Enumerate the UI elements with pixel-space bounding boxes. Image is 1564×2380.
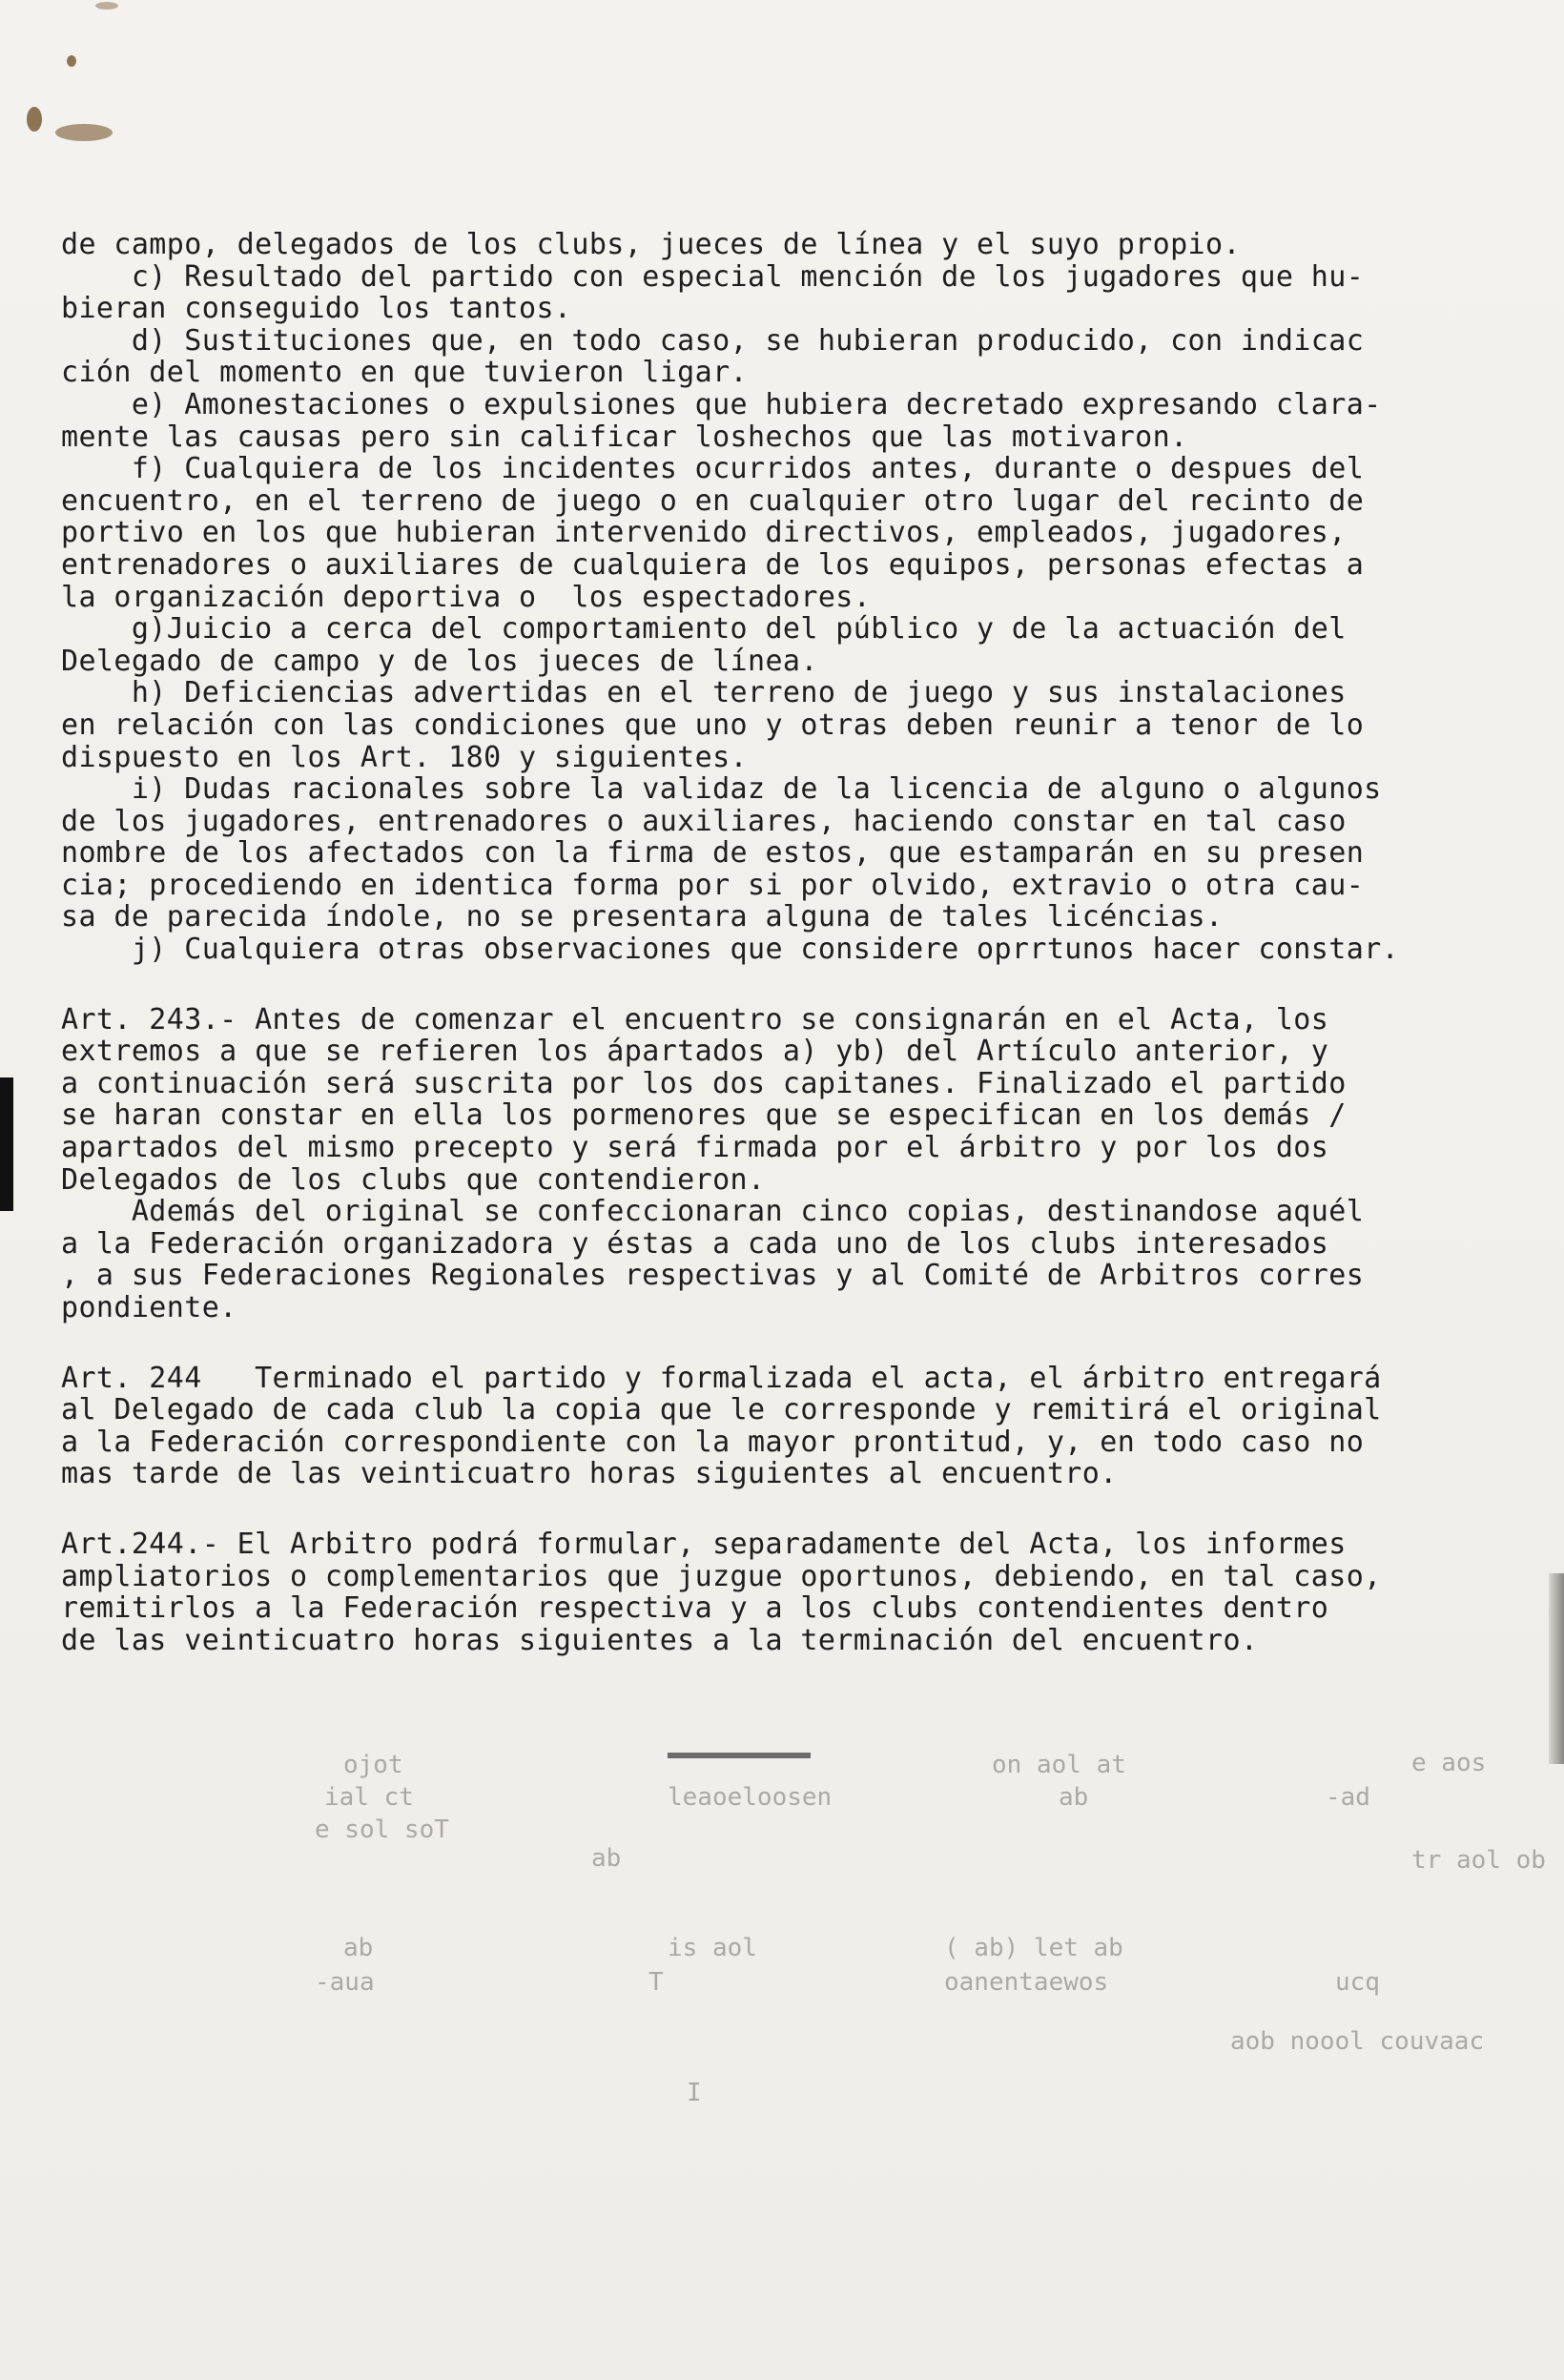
- bleed-text: -aua: [315, 1968, 375, 1997]
- bleed-text: ucq: [1335, 1968, 1380, 1997]
- text-line: Además del original se confeccionaran cinco copias, destinandose aquél: [61, 1195, 1365, 1229]
- bleed-text: tr aol ob: [1411, 1846, 1546, 1875]
- text-line: Delegados de los clubs que contendieron.: [61, 1162, 766, 1197]
- text-line: encuentro, en el terreno de juego o en cualquier otro lugar del recinto de: [61, 483, 1365, 518]
- article-244-second: [61, 1529, 1492, 1656]
- page-edge-shadow: [0, 1077, 13, 1211]
- article-244-first: [61, 1363, 1492, 1490]
- text-line: apartados del mismo precepto y será firmada por el árbitro y por los dos: [61, 1131, 1329, 1165]
- text-line: Art. 243.- Antes de comenzar el encuentro se consignarán en el Acta, los: [61, 1002, 1329, 1036]
- ink-stain: [67, 55, 76, 67]
- text-line: de campo, delegados de los clubs, jueces de línea y el suyo propio.: [61, 228, 1241, 261]
- bleed-text: e sol soT: [315, 1816, 449, 1844]
- text-line: ampliatorios o complementarios que juzgue oportunos, debiendo, en tal caso,: [61, 1559, 1382, 1593]
- text-line: h) Deficiencias advertidas en el terreno de juego y sus instalaciones: [61, 676, 1347, 710]
- text-line: dispuesto en los Art. 180 y siguientes.: [61, 740, 748, 774]
- bleed-text: on aol at: [992, 1751, 1126, 1779]
- text-line: a la Federación correspondiente con la mayor prontitud, y, en todo caso no: [61, 1425, 1365, 1459]
- bleed-text: ab: [343, 1934, 374, 1962]
- bleed-text: e aos: [1411, 1749, 1487, 1777]
- bleed-text: oanentaewos: [944, 1968, 1109, 1997]
- text-line: de los jugadores, entrenadores o auxiliares, haciendo constar en tal caso: [61, 804, 1347, 838]
- paragraph-continuation: [61, 229, 1492, 966]
- text-line: a continuación será suscrita por los dos capitanes. Finalizado el partido: [61, 1066, 1347, 1100]
- bleed-text: leaoeloosen: [668, 1783, 833, 1812]
- bleed-text: is aol: [668, 1934, 757, 1962]
- text-line: al Delegado de cada club la copia que le corresponde y remitirá el original: [61, 1393, 1382, 1427]
- text-line: Delegado de campo y de los jueces de línea.: [61, 644, 818, 678]
- ink-stain: [27, 107, 42, 132]
- bleed-text: aob noool couvaac: [1230, 2027, 1485, 2056]
- text-line: Art. 244 Terminado el partido y formalizada el acta, el árbitro entregará: [61, 1361, 1382, 1395]
- bleed-text: ( ab) let ab: [944, 1934, 1123, 1962]
- text-line: a la Federación organizadora y éstas a cada uno de los clubs interesados: [61, 1226, 1329, 1261]
- text-line: cia; procediendo en identica forma por si por olvido, extravio o otra cau-: [61, 868, 1365, 902]
- text-line: d) Sustituciones que, en todo caso, se hubieran producido, con indicac: [61, 323, 1365, 358]
- text-line: j) Cualquiera otras observaciones que considere oprrtunos hacer constar.: [61, 933, 1400, 967]
- text-line: e) Amonestaciones o expulsiones que hubiera decretado expresando clara-: [61, 387, 1382, 421]
- text-line: ción del momento en que tuvieron ligar.: [61, 356, 748, 390]
- text-line: bieran conseguido los tantos.: [61, 292, 572, 326]
- article-243: [61, 1004, 1492, 1324]
- text-line: se haran constar en ella los pormenores que se especifican en los demás /: [61, 1098, 1347, 1133]
- text-line: sa de parecida índole, no se presentara alguna de tales licéncias.: [61, 900, 1224, 934]
- text-line: , a sus Federaciones Regionales respectivas y al Comité de Arbitros corres: [61, 1259, 1365, 1293]
- text-line: en relación con las condiciones que uno y otras deben reunir a tenor de lo: [61, 708, 1365, 742]
- text-line: portivo en los que hubieran intervenido directivos, empleados, jugadores,: [61, 516, 1347, 550]
- text-line: mas tarde de las veinticuatro horas siguientes al encuentro.: [61, 1457, 1118, 1491]
- bleed-text: ab: [591, 1844, 622, 1873]
- text-line: Art.244.- El Arbitro podrá formular, separadamente del Acta, los informes: [61, 1527, 1347, 1561]
- bleed-text: ial ct: [324, 1783, 414, 1812]
- strikeout-mark: [668, 1753, 811, 1758]
- page-edge-shadow: [1549, 1573, 1564, 1764]
- bleed-text: ojot: [343, 1751, 403, 1779]
- text-line: pondiente.: [61, 1291, 237, 1324]
- bleed-text: T: [648, 1968, 664, 1997]
- ink-stain: [55, 124, 113, 141]
- text-line: nombre de los afectados con la firma de estos, que estamparán en su presen: [61, 836, 1365, 871]
- text-line: de las veinticuatro horas siguientes a la terminación del encuentro.: [61, 1623, 1259, 1657]
- text-line: c) Resultado del partido con especial mención de los jugadores que hu-: [61, 259, 1365, 294]
- typed-text-body: [61, 229, 1492, 1656]
- bleed-text: -ad: [1326, 1783, 1370, 1812]
- text-line: entrenadores o auxiliares de cualquiera de los equipos, personas efectas a: [61, 547, 1365, 582]
- text-line: extremos a que se refieren los ápartados a) yb) del Artículo anterior, y: [61, 1035, 1329, 1069]
- text-line: la organización deportiva o los espectadores.: [61, 580, 872, 614]
- text-line: mente las causas pero sin calificar loshechos que las motivaron.: [61, 420, 1188, 454]
- bleed-text: ab: [1059, 1783, 1089, 1812]
- bleed-text: I: [687, 2079, 702, 2107]
- text-line: i) Dudas racionales sobre la validaz de la licencia de alguno o algunos: [61, 772, 1382, 807]
- text-line: g)Juicio a cerca del comportamiento del público y de la actuación del: [61, 612, 1347, 646]
- text-line: remitirlos a la Federación respectiva y a los clubs contendientes dentro: [61, 1591, 1329, 1626]
- ink-stain: [95, 2, 118, 10]
- text-line: f) Cualquiera de los incidentes ocurridos antes, durante o despues del: [61, 452, 1365, 486]
